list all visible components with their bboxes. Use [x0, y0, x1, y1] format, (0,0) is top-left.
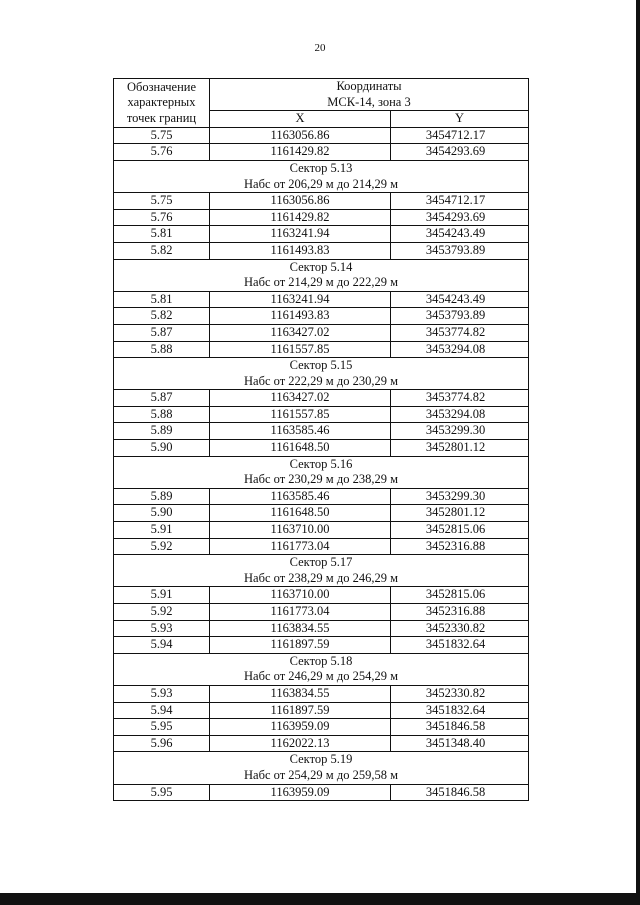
- point-cell: 5.95: [114, 719, 210, 736]
- sector-header-cell: [114, 555, 529, 587]
- y-coordinate-cell: 3452330.82: [391, 620, 529, 637]
- sector-title: Сектор 5.15: [289, 358, 353, 373]
- sector-header-row: [114, 358, 529, 390]
- sector-header-cell: [114, 653, 529, 685]
- table-row: [114, 587, 529, 604]
- point-cell: 5.88: [114, 406, 210, 423]
- y-coordinate-cell: 3451846.58: [391, 719, 529, 736]
- y-coordinate-cell: 3452815.06: [391, 587, 529, 604]
- x-column-header: X: [210, 111, 391, 128]
- coordinate-system-header: [210, 95, 529, 111]
- x-coordinate-cell: 1163056.86: [210, 193, 391, 210]
- x-coordinate-cell: 1163241.94: [210, 291, 391, 308]
- y-coordinate-cell: 3453774.82: [391, 324, 529, 341]
- table-row: [114, 784, 529, 801]
- point-cell: 5.93: [114, 685, 210, 702]
- table-row: [114, 406, 529, 423]
- table-row: [114, 637, 529, 654]
- x-coordinate-cell: 1163834.55: [210, 620, 391, 637]
- sector-header-row: [114, 456, 529, 488]
- point-cell: 5.90: [114, 505, 210, 522]
- x-coordinate-cell: 1163585.46: [210, 488, 391, 505]
- x-coordinate-cell: 1163959.09: [210, 719, 391, 736]
- sector-header-cell: [114, 752, 529, 784]
- sector-header-cell: [114, 456, 529, 488]
- point-cell: 5.91: [114, 522, 210, 539]
- y-coordinate-cell: 3453294.08: [391, 406, 529, 423]
- sector-title: Сектор 5.14: [289, 259, 353, 274]
- point-cell: 5.92: [114, 604, 210, 621]
- x-coordinate-cell: 1161429.82: [210, 144, 391, 161]
- table-row: [114, 538, 529, 555]
- table-row: [114, 242, 529, 259]
- y-coordinate-cell: 3453294.08: [391, 341, 529, 358]
- point-label-line-1: Обозначение: [126, 79, 197, 94]
- table-row: [114, 127, 529, 144]
- x-coordinate-cell: 1163427.02: [210, 324, 391, 341]
- sector-header-cell: [114, 259, 529, 291]
- x-coordinate-cell: 1162022.13: [210, 735, 391, 752]
- x-coordinate-cell: 1163056.86: [210, 127, 391, 144]
- y-coordinate-cell: 3453299.30: [391, 423, 529, 440]
- x-coordinate-cell: 1163710.00: [210, 522, 391, 539]
- point-cell: 5.89: [114, 488, 210, 505]
- x-coordinate-cell: 1163959.09: [210, 784, 391, 801]
- table-row: [114, 193, 529, 210]
- point-cell: 5.81: [114, 226, 210, 243]
- sector-height-range: Набс от 254,29 м до 259,58 м: [244, 767, 398, 782]
- point-cell: 5.81: [114, 291, 210, 308]
- point-cell: 5.76: [114, 144, 210, 161]
- x-coordinate-cell: 1163710.00: [210, 587, 391, 604]
- table-row: [114, 505, 529, 522]
- x-coordinate-cell: 1163585.46: [210, 423, 391, 440]
- page-number: 20: [314, 42, 326, 54]
- sector-title: Сектор 5.19: [289, 752, 353, 767]
- y-coordinate-cell: 3452801.12: [391, 440, 529, 457]
- point-cell: 5.75: [114, 193, 210, 210]
- y-coordinate-cell: 3453793.89: [391, 308, 529, 325]
- table-row: [114, 522, 529, 539]
- x-coordinate-cell: 1163427.02: [210, 390, 391, 407]
- scan-edge-right: [636, 0, 640, 905]
- x-coordinate-cell: 1161648.50: [210, 505, 391, 522]
- table-row: [114, 702, 529, 719]
- y-coordinate-cell: 3451846.58: [391, 784, 529, 801]
- point-cell: 5.96: [114, 735, 210, 752]
- sector-header-row: [114, 160, 529, 192]
- table-row: [114, 341, 529, 358]
- y-coordinate-cell: 3452316.88: [391, 604, 529, 621]
- sector-title: Сектор 5.13: [289, 160, 353, 175]
- y-coordinate-cell: 3452815.06: [391, 522, 529, 539]
- point-label-line-3: точек границ: [126, 110, 197, 125]
- x-coordinate-cell: 1161897.59: [210, 637, 391, 654]
- sector-height-range: Набс от 222,29 м до 230,29 м: [244, 373, 398, 388]
- x-coordinate-cell: 1161648.50: [210, 440, 391, 457]
- y-coordinate-cell: 3454712.17: [391, 193, 529, 210]
- y-coordinate-cell: 3454293.69: [391, 144, 529, 161]
- y-coordinate-cell: 3453299.30: [391, 488, 529, 505]
- table-header: [114, 79, 529, 128]
- table-row: [114, 685, 529, 702]
- sector-height-range: Набс от 214,29 м до 222,29 м: [244, 275, 398, 290]
- table-row: [114, 308, 529, 325]
- x-coordinate-cell: 1161493.83: [210, 242, 391, 259]
- point-cell: 5.94: [114, 702, 210, 719]
- table-row: [114, 735, 529, 752]
- x-coordinate-cell: 1161557.85: [210, 341, 391, 358]
- x-coordinate-cell: 1161557.85: [210, 406, 391, 423]
- point-cell: 5.89: [114, 423, 210, 440]
- point-cell: 5.91: [114, 587, 210, 604]
- table-row: [114, 390, 529, 407]
- point-label-line-2: характерных: [127, 95, 196, 110]
- y-coordinate-cell: 3454243.49: [391, 226, 529, 243]
- x-coordinate-cell: 1161429.82: [210, 209, 391, 226]
- sector-height-range: Набс от 206,29 м до 214,29 м: [244, 176, 398, 191]
- x-coordinate-cell: 1163241.94: [210, 226, 391, 243]
- x-coordinate-cell: 1161897.59: [210, 702, 391, 719]
- point-cell: 5.87: [114, 324, 210, 341]
- point-cell: 5.75: [114, 127, 210, 144]
- table-row: [114, 226, 529, 243]
- point-designation-header: [114, 79, 210, 128]
- sector-header-cell: [114, 358, 529, 390]
- point-cell: 5.90: [114, 440, 210, 457]
- sector-header-row: [114, 555, 529, 587]
- point-cell: 5.82: [114, 308, 210, 325]
- point-cell: 5.93: [114, 620, 210, 637]
- table-row: [114, 719, 529, 736]
- table-row: [114, 324, 529, 341]
- y-coordinate-cell: 3454712.17: [391, 127, 529, 144]
- table-row: [114, 423, 529, 440]
- coordinates-table: [113, 78, 529, 801]
- y-coordinate-cell: 3453774.82: [391, 390, 529, 407]
- point-cell: 5.76: [114, 209, 210, 226]
- y-coordinate-cell: 3451832.64: [391, 702, 529, 719]
- sector-height-range: Набс от 238,29 м до 246,29 м: [244, 570, 398, 585]
- sector-title: Сектор 5.16: [289, 456, 353, 471]
- y-column-header: Y: [391, 111, 529, 128]
- scan-edge-bottom: [0, 893, 640, 905]
- y-coordinate-cell: 3454293.69: [391, 209, 529, 226]
- sector-height-range: Набс от 246,29 м до 254,29 м: [244, 669, 398, 684]
- sector-title: Сектор 5.17: [289, 555, 353, 570]
- x-coordinate-cell: 1161773.04: [210, 538, 391, 555]
- y-coordinate-cell: 3453793.89: [391, 242, 529, 259]
- sector-height-range: Набс от 230,29 м до 238,29 м: [244, 472, 398, 487]
- table-row: [114, 291, 529, 308]
- table-row: [114, 604, 529, 621]
- point-cell: 5.95: [114, 784, 210, 801]
- y-coordinate-cell: 3454243.49: [391, 291, 529, 308]
- coordinates-header: [210, 79, 529, 95]
- sector-header-cell: [114, 160, 529, 192]
- y-coordinate-cell: 3452330.82: [391, 685, 529, 702]
- coordinate-system: МСК-14, зона 3: [327, 94, 411, 109]
- x-coordinate-cell: 1161773.04: [210, 604, 391, 621]
- table-body: [114, 127, 529, 800]
- point-cell: 5.87: [114, 390, 210, 407]
- x-coordinate-cell: 1163834.55: [210, 685, 391, 702]
- coordinates-title: Координаты: [336, 79, 402, 93]
- sector-title: Сектор 5.18: [289, 653, 353, 668]
- table-row: [114, 209, 529, 226]
- y-coordinate-cell: 3452801.12: [391, 505, 529, 522]
- point-cell: 5.94: [114, 637, 210, 654]
- table-row: [114, 144, 529, 161]
- table-row: [114, 488, 529, 505]
- point-cell: 5.82: [114, 242, 210, 259]
- y-coordinate-cell: 3452316.88: [391, 538, 529, 555]
- x-coordinate-cell: 1161493.83: [210, 308, 391, 325]
- sector-header-row: [114, 653, 529, 685]
- table-row: [114, 440, 529, 457]
- point-cell: 5.88: [114, 341, 210, 358]
- sector-header-row: [114, 752, 529, 784]
- y-coordinate-cell: 3451348.40: [391, 735, 529, 752]
- sector-header-row: [114, 259, 529, 291]
- y-coordinate-cell: 3451832.64: [391, 637, 529, 654]
- table-row: [114, 620, 529, 637]
- point-cell: 5.92: [114, 538, 210, 555]
